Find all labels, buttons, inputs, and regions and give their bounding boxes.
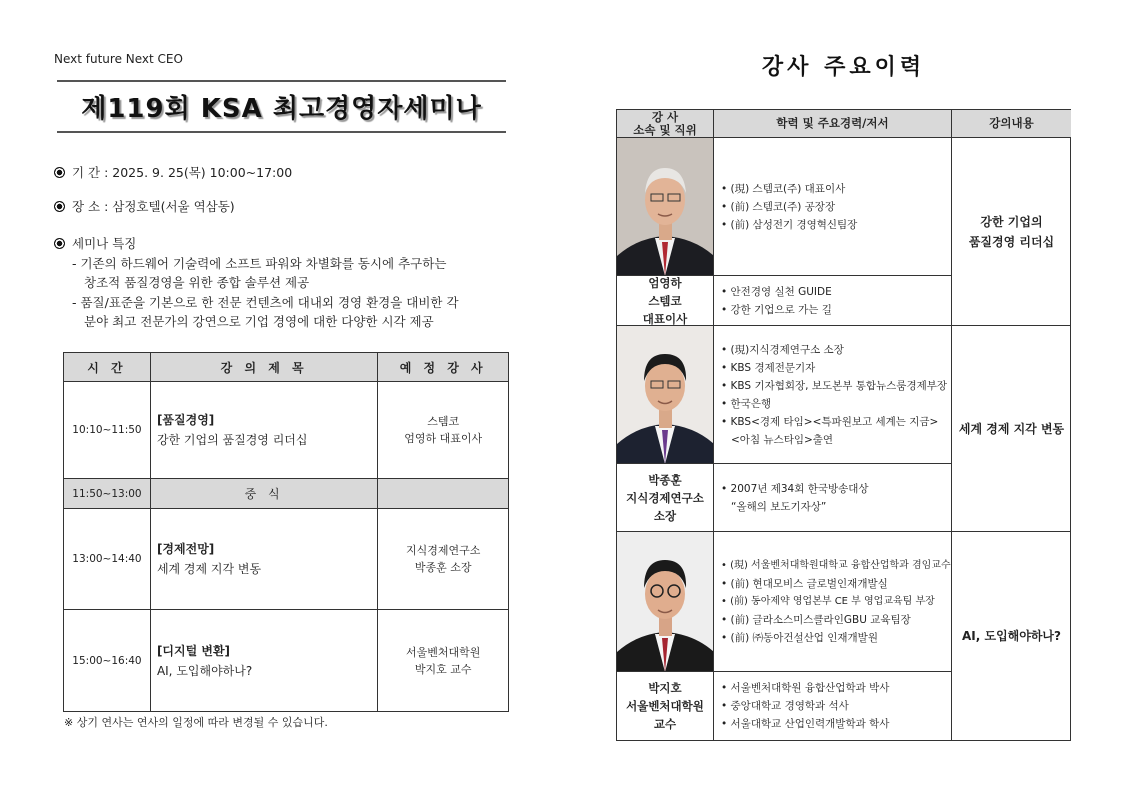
name-line: 서울벤처대학원 xyxy=(626,699,704,713)
speaker-books-3 xyxy=(714,672,952,740)
lecture-title: 강한 기업의 품질경영 리더십 xyxy=(156,433,308,447)
portrait-icon xyxy=(617,326,714,464)
row-time: 13:00~14:40 xyxy=(64,509,151,610)
name-line: 박지호 xyxy=(648,681,682,695)
list-item: • 서울대학교 산업인력개발학과 학사 xyxy=(721,715,951,733)
list-item: • (前) 글라소스미스클라인GBU 교육팀장 xyxy=(721,611,951,629)
page-title: 제119회 KSA 최고경영자세미나 xyxy=(81,94,482,124)
name-line: 교수 xyxy=(653,717,677,731)
speaker-topic-1 xyxy=(952,138,1071,326)
speaker-career-1 xyxy=(714,138,952,276)
tagline: Next future Next CEO xyxy=(54,52,183,66)
info-feature xyxy=(54,234,136,252)
speaker-org: 지식경제연구소 xyxy=(405,544,481,557)
list-item: • (現) 서울벤처대학원대학교 융합산업학과 겸임교수 xyxy=(721,557,951,575)
table-row xyxy=(64,509,509,610)
name-line: 박종훈 xyxy=(648,472,682,487)
list-item: • 중앙대학교 경영학과 석사 xyxy=(721,697,951,715)
row-speaker xyxy=(378,509,509,610)
list-item: • KBS 경제전문기자 xyxy=(721,359,951,377)
header-speaker: 예 정 강 사 xyxy=(378,353,509,382)
list-item: • KBS 기자협회장, 보도본부 통합뉴스룸경제부장 xyxy=(721,377,951,395)
speaker-name: 박종훈 소장 xyxy=(414,561,472,574)
list-item: • (現) 스템코(주) 대표이사 xyxy=(721,180,951,198)
lecture-title: AI, 도입해야하나? xyxy=(156,663,253,678)
list-item: • (前) ㈜동아건설산업 인재개발원 xyxy=(721,629,951,647)
topic-line: 품질경영 리더십 xyxy=(968,234,1055,249)
list-item: • 안전경영 실천 GUIDE xyxy=(721,283,951,301)
speaker-name: 박지호 교수 xyxy=(414,662,472,676)
speaker-topic-3 xyxy=(952,532,1071,740)
speaker-books-1 xyxy=(714,276,952,326)
speaker-career-2 xyxy=(714,326,952,464)
row-time: 15:00~16:40 xyxy=(64,610,151,712)
place-text: 장 소 : 삼정호텔(서울 역삼동) xyxy=(72,199,235,214)
speaker-photo-2 xyxy=(617,326,714,464)
speaker-org: 서울벤처대학원 xyxy=(405,645,481,659)
speaker-table xyxy=(616,109,1071,741)
speaker-name-1 xyxy=(617,276,714,326)
feature-line: 창조적 품질경영을 위한 종합 솔루션 제공 xyxy=(84,275,310,290)
list-item: • (前) 동아제약 영업본부 CE 부 영업교육팀 부장 xyxy=(721,593,951,611)
list-item-continued: “올해의 보도기자상” xyxy=(731,500,827,513)
row-speaker xyxy=(378,610,509,712)
name-line: 스템코 xyxy=(648,293,682,308)
row-lecture xyxy=(150,382,377,479)
list-item: • 서울벤처대학원 융합산업학과 박사 xyxy=(721,679,951,697)
speaker-name-3 xyxy=(617,672,714,740)
header-title: 강 의 제 목 xyxy=(150,353,377,382)
topic-line: AI, 도입해야하나? xyxy=(961,629,1061,643)
list-item: • (現)지식경제연구소 소장 xyxy=(721,341,951,359)
table-row xyxy=(64,610,509,712)
list-item: • 2007년 제34회 한국방송대상 xyxy=(721,480,951,498)
header-speaker xyxy=(617,110,714,138)
speaker-career-3 xyxy=(714,532,952,672)
speaker-name: 엄영하 대표이사 xyxy=(404,432,483,445)
break-label: 중 식 xyxy=(150,479,377,509)
feature-label: 세미나 특징 xyxy=(72,236,137,251)
topic-line: 강한 기업의 xyxy=(980,214,1043,229)
lecture-tag: [디지털 변환] xyxy=(156,643,231,658)
list-item: • 강한 기업으로 가는 길 xyxy=(721,301,951,319)
feature-line: - 품질/표준을 기본으로 한 전문 컨텐츠에 대내외 경영 환경을 대비한 각 xyxy=(72,295,459,310)
table-row xyxy=(64,382,509,479)
name-line: 엄영하 xyxy=(648,275,682,290)
header-speaker-line2: 소속 및 직위 xyxy=(633,122,697,137)
info-date xyxy=(54,163,292,181)
bullet-icon xyxy=(54,201,65,212)
lecture-title: 세계 경제 지각 변동 xyxy=(156,562,262,576)
name-line: 지식경제연구소 xyxy=(626,490,704,505)
list-item: • (前) 삼성전기 경영혁신팀장 xyxy=(721,216,951,234)
speaker-name-2 xyxy=(617,464,714,532)
speaker-books-2 xyxy=(714,464,952,532)
speaker-topic-2 xyxy=(952,326,1071,532)
list-item: • (前) 현대모비스 글로벌인재개발실 xyxy=(721,575,951,593)
info-place xyxy=(54,197,235,215)
schedule-table xyxy=(63,352,509,712)
header-topic: 강의내용 xyxy=(952,110,1071,138)
feature-line: - 기존의 하드웨어 기술력에 소프트 파워와 차별화를 동시에 추구하는 xyxy=(72,256,447,271)
list-item: • KBS<경제 타임><특파원보고 세계는 지금> xyxy=(721,413,951,431)
row-time: 10:10~11:50 xyxy=(64,382,151,479)
schedule-note: ※ 상기 연사는 연사의 일정에 따라 변경될 수 있습니다. xyxy=(64,716,328,729)
row-time: 11:50~13:00 xyxy=(64,479,151,509)
row-lecture xyxy=(150,610,377,712)
date-text: 기 간 : 2025. 9. 25(목) 10:00~17:00 xyxy=(72,165,293,180)
list-item: • 한국은행 xyxy=(721,395,951,413)
row-lecture xyxy=(150,509,377,610)
bullet-icon xyxy=(54,238,65,249)
table-row-break xyxy=(64,479,509,509)
feature-line: 분야 최고 전문가의 강연으로 기업 경영에 대한 다양한 시각 제공 xyxy=(84,314,434,329)
name-line: 대표이사 xyxy=(642,311,688,326)
break-empty xyxy=(378,479,509,509)
portrait-icon xyxy=(617,138,714,276)
row-speaker xyxy=(378,382,509,479)
lecture-tag: [경제전망] xyxy=(156,542,215,556)
right-page-title: 강사 주요이력 xyxy=(761,55,926,80)
speaker-photo-1 xyxy=(617,138,714,276)
list-item: • (前) 스템코(주) 공장장 xyxy=(721,198,951,216)
list-item-continued: <아침 뉴스타임>출연 xyxy=(731,433,834,446)
name-line: 소장 xyxy=(653,508,677,523)
bullet-icon xyxy=(54,167,65,178)
speaker-photo-3 xyxy=(617,532,714,672)
schedule-header-row xyxy=(64,353,509,382)
header-time: 시 간 xyxy=(64,353,151,382)
header-speaker-line1: 강 사 xyxy=(651,109,679,124)
topic-line: 세계 경제 지각 변동 xyxy=(958,421,1065,436)
title-rule-top xyxy=(57,80,506,82)
speaker-org: 스템코 xyxy=(427,415,460,428)
header-career: 학력 및 주요경력/저서 xyxy=(714,110,952,138)
lecture-tag: [품질경영] xyxy=(156,413,215,427)
portrait-icon xyxy=(617,532,714,672)
title-rule-bottom xyxy=(57,131,506,133)
